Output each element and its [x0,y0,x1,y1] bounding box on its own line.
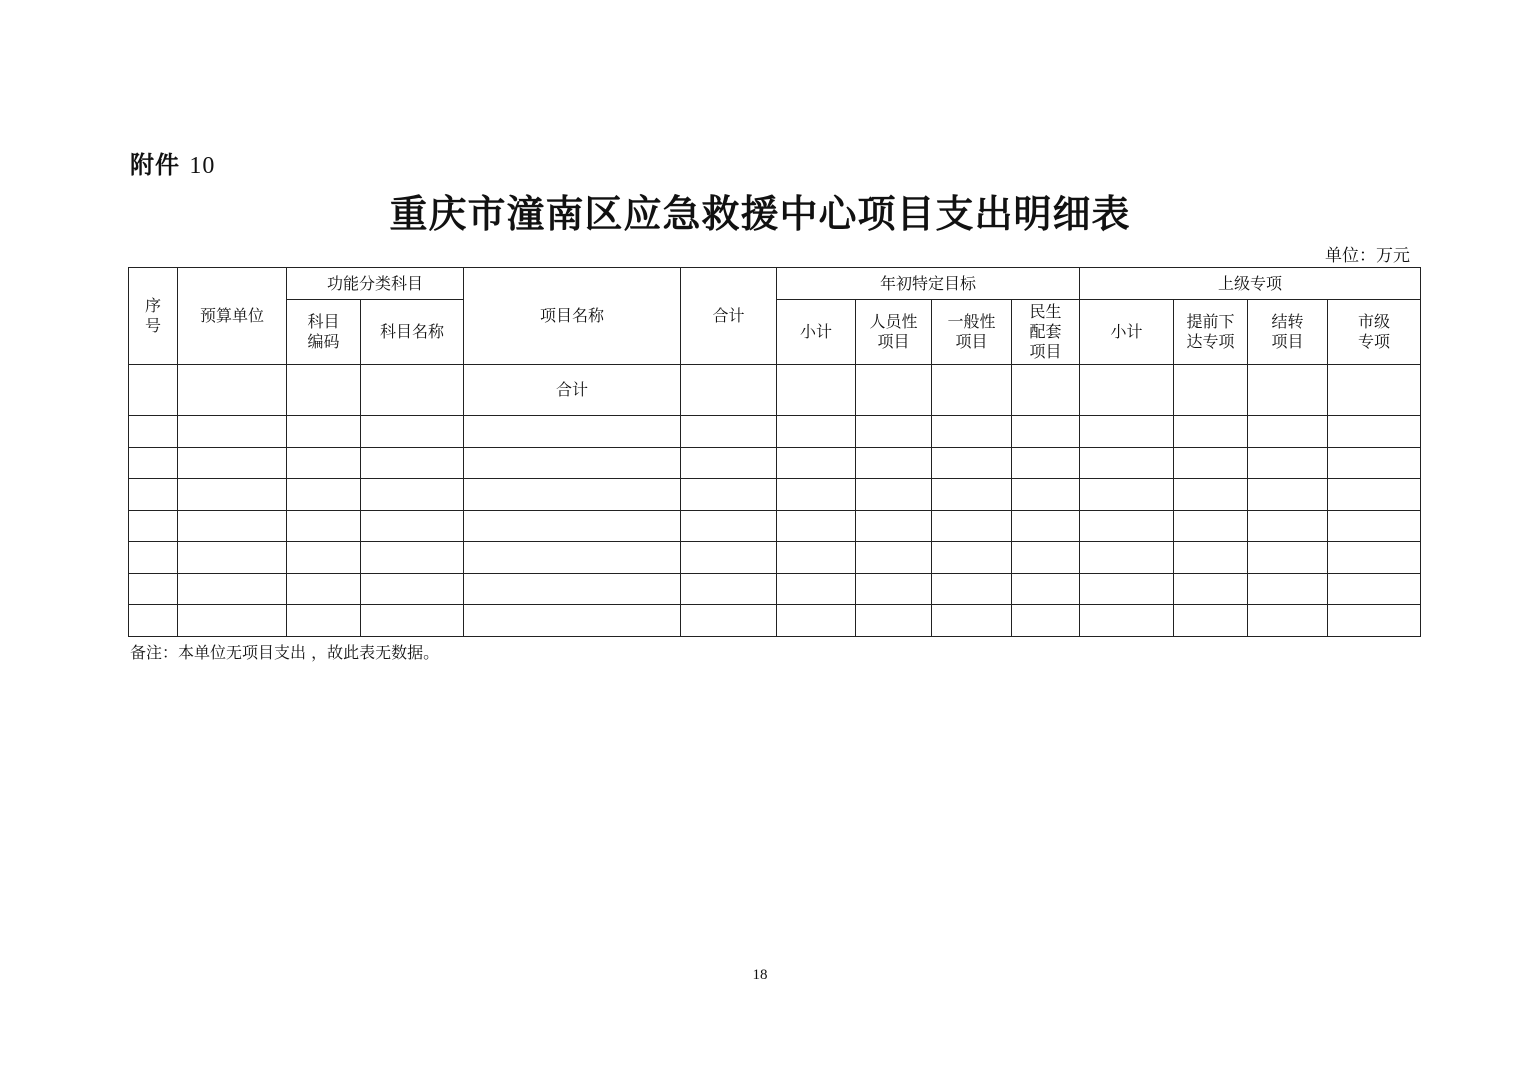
table-cell [361,605,464,637]
table-cell [1012,416,1080,448]
table-cell [178,416,287,448]
header-total: 合计 [681,268,777,365]
table-cell [1248,542,1328,574]
header-sup-advance: 提前下 达专项 [1174,300,1248,365]
table-row [129,542,1421,574]
table-row [129,573,1421,605]
table-row [129,510,1421,542]
table-cell [361,447,464,479]
unit-label: 单位：万元 [1325,246,1410,266]
header-at-livelihood: 民生 配套 项目 [1012,300,1080,365]
table-cell [129,573,178,605]
table-cell [287,573,361,605]
table-cell [1174,605,1248,637]
table-cell [1248,573,1328,605]
table-cell [1248,365,1328,416]
table-cell [1012,447,1080,479]
header-at-personnel: 人员性 项目 [856,300,932,365]
table-cell [1174,479,1248,511]
table-cell [287,605,361,637]
table-cell [932,573,1012,605]
table-cell [287,479,361,511]
table-cell [777,416,856,448]
table-cell [1174,416,1248,448]
table-cell [1328,510,1421,542]
table-cell [1248,416,1328,448]
table-row [129,605,1421,637]
table-cell [681,605,777,637]
table-cell [1328,542,1421,574]
header-sup-carryover: 结转 项目 [1248,300,1328,365]
table-cell [464,447,681,479]
attachment-prefix: 附件 [130,151,180,179]
table-cell [932,365,1012,416]
table-cell [856,510,932,542]
table-cell [129,479,178,511]
table-cell [1012,510,1080,542]
table-cell [1012,573,1080,605]
table-cell [1080,479,1174,511]
table-cell [178,510,287,542]
table-cell [681,542,777,574]
header-sup-subtotal: 小计 [1080,300,1174,365]
page-number: 18 [752,967,768,983]
table-cell [1328,573,1421,605]
table-cell [1080,510,1174,542]
table-cell [1080,365,1174,416]
table-cell [777,365,856,416]
table-cell [1012,542,1080,574]
header-func-class: 功能分类科目 [287,268,464,300]
table-cell [681,573,777,605]
total-row [129,365,1421,416]
table-cell [1012,365,1080,416]
remark-note: 备注：本单位无项目支出 ，故此表无数据。 [130,643,440,662]
table-cell [681,479,777,511]
header-at-subtotal: 小计 [777,300,856,365]
table-cell [1174,542,1248,574]
table-cell [361,542,464,574]
header-sup-municipal: 市级 专项 [1328,300,1421,365]
table-cell [777,479,856,511]
table-cell [464,416,681,448]
table-cell [464,479,681,511]
table-row [129,479,1421,511]
table-cell [1080,573,1174,605]
table-cell [287,447,361,479]
table-cell [777,542,856,574]
attachment-label [130,145,215,180]
table-cell [1080,542,1174,574]
header-superior: 上级专项 [1080,268,1421,300]
header-row-1 [129,268,1421,300]
table-cell [287,510,361,542]
table-cell [287,542,361,574]
table-cell [1012,605,1080,637]
table-cell [129,365,178,416]
table-cell [1080,605,1174,637]
table-cell [1174,447,1248,479]
table-cell [1328,416,1421,448]
table-cell [129,416,178,448]
attachment-number: 10 [189,153,216,179]
table-cell [932,479,1012,511]
table-row [129,416,1421,448]
table-cell [129,510,178,542]
table-cell [129,447,178,479]
table-cell [1328,447,1421,479]
table-cell [129,542,178,574]
project-expenditure-table [128,267,1421,637]
page-title: 重庆市潼南区应急救援中心项目支出明细表 [389,191,1131,236]
header-seq: 序 号 [129,268,178,365]
table-cell [464,542,681,574]
header-subject-name: 科目名称 [361,300,464,365]
table-cell [681,365,777,416]
header-at-general: 一般性 项目 [932,300,1012,365]
table-cell [361,573,464,605]
table-cell [178,479,287,511]
table-cell [856,605,932,637]
table-cell [1328,479,1421,511]
table-cell [129,605,178,637]
total-row-label: 合计 [464,365,681,416]
table-cell [856,479,932,511]
table-cell [681,416,777,448]
table-cell [464,510,681,542]
header-subject-code: 科目 编码 [287,300,361,365]
table-cell [856,542,932,574]
table-cell [464,605,681,637]
table-cell [464,573,681,605]
table-cell [1174,365,1248,416]
table-cell [932,447,1012,479]
table-cell [1328,605,1421,637]
table-cell [178,447,287,479]
table-cell [856,447,932,479]
table-cell [856,573,932,605]
table-cell [361,416,464,448]
header-project-name: 项目名称 [464,268,681,365]
table-cell [856,416,932,448]
table-cell [1248,510,1328,542]
table-cell [287,365,361,416]
table-cell [361,479,464,511]
table-cell [1012,479,1080,511]
table-cell [1174,573,1248,605]
table-cell [932,605,1012,637]
table-cell [777,447,856,479]
header-budget-unit: 预算单位 [178,268,287,365]
table-cell [1248,479,1328,511]
table-cell [1174,510,1248,542]
table-cell [932,542,1012,574]
table-cell [777,573,856,605]
table-cell [1248,605,1328,637]
table-cell [361,510,464,542]
table-cell [1248,447,1328,479]
table-cell [178,573,287,605]
table-cell [1328,365,1421,416]
table-cell [1080,416,1174,448]
table-cell [178,365,287,416]
table-cell [681,447,777,479]
table-cell [361,365,464,416]
table-cell [856,365,932,416]
table-cell [1080,447,1174,479]
table-cell [932,510,1012,542]
table-cell [681,510,777,542]
table-cell [777,605,856,637]
table-cell [178,605,287,637]
table-cell [287,416,361,448]
header-annual-target: 年初特定目标 [777,268,1080,300]
table-cell [777,510,856,542]
table-cell [932,416,1012,448]
table-row [129,447,1421,479]
table-cell [178,542,287,574]
